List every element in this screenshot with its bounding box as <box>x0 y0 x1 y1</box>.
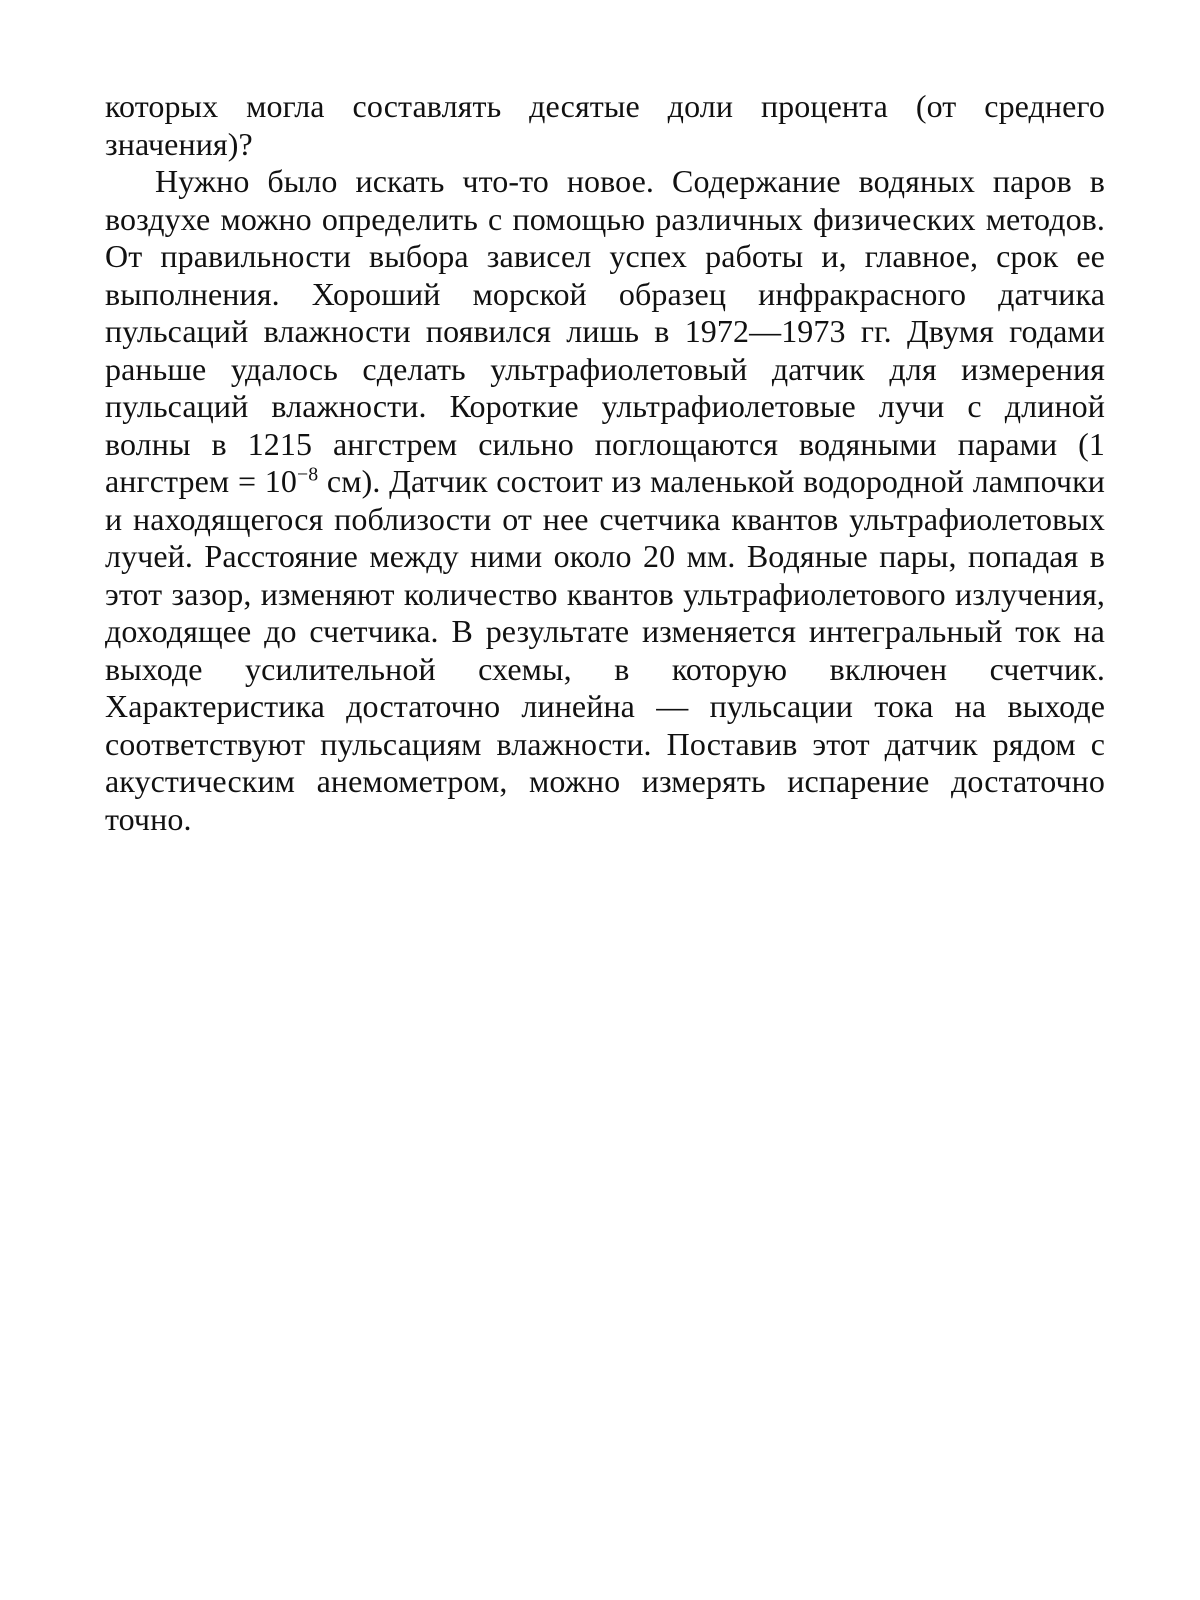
paragraph-text-after-superscript: см). Датчик состоит из маленькой водородной лампочки и находящегося поблизости от нее счетчика квантов ультрафиолетовых лучей. Расстояние между ними около 20 мм. Водяные пары, попадая в этот зазор, изменяют количество квантов ультрафиолетового излучения, доходящее до счетчика. В результате изменяется интегральный ток на выходе усилительной схемы, в которую включен счетчик. Характеристика достаточно линейна — пульсации тока на выходе соответствуют пульсациям влажности. Поставив этот датчик рядом с акустическим анемометром, можно измерять испарение достаточно точно. <box>105 463 1105 837</box>
document-page <box>105 88 1105 838</box>
paragraph-continuation <box>105 88 1105 163</box>
paragraph-uv-sensor <box>105 163 1105 838</box>
exponent-superscript: −8 <box>296 463 319 486</box>
paragraph-text: которых могла составлять десятые доли процента (от среднего значения)? <box>105 88 1105 162</box>
paragraph-text-before-superscript: Нужно было искать что-то новое. Содержание водяных паров в воздухе можно определить с помощью различных физических методов. От правильности выбора зависел успех работы и, главное, срок ее выполнения. Хороший морской образец инфракрасного датчика пульсаций влажности появился лишь в 1972—1973 гг. Двумя годами раньше удалось сделать ультрафиолетовый датчик для измерения пульсаций влажности. Короткие ультрафиолетовые лучи с длиной волны в 1215 ангстрем сильно поглощаются водяными парами (1 ангстрем = 10 <box>105 163 1105 499</box>
